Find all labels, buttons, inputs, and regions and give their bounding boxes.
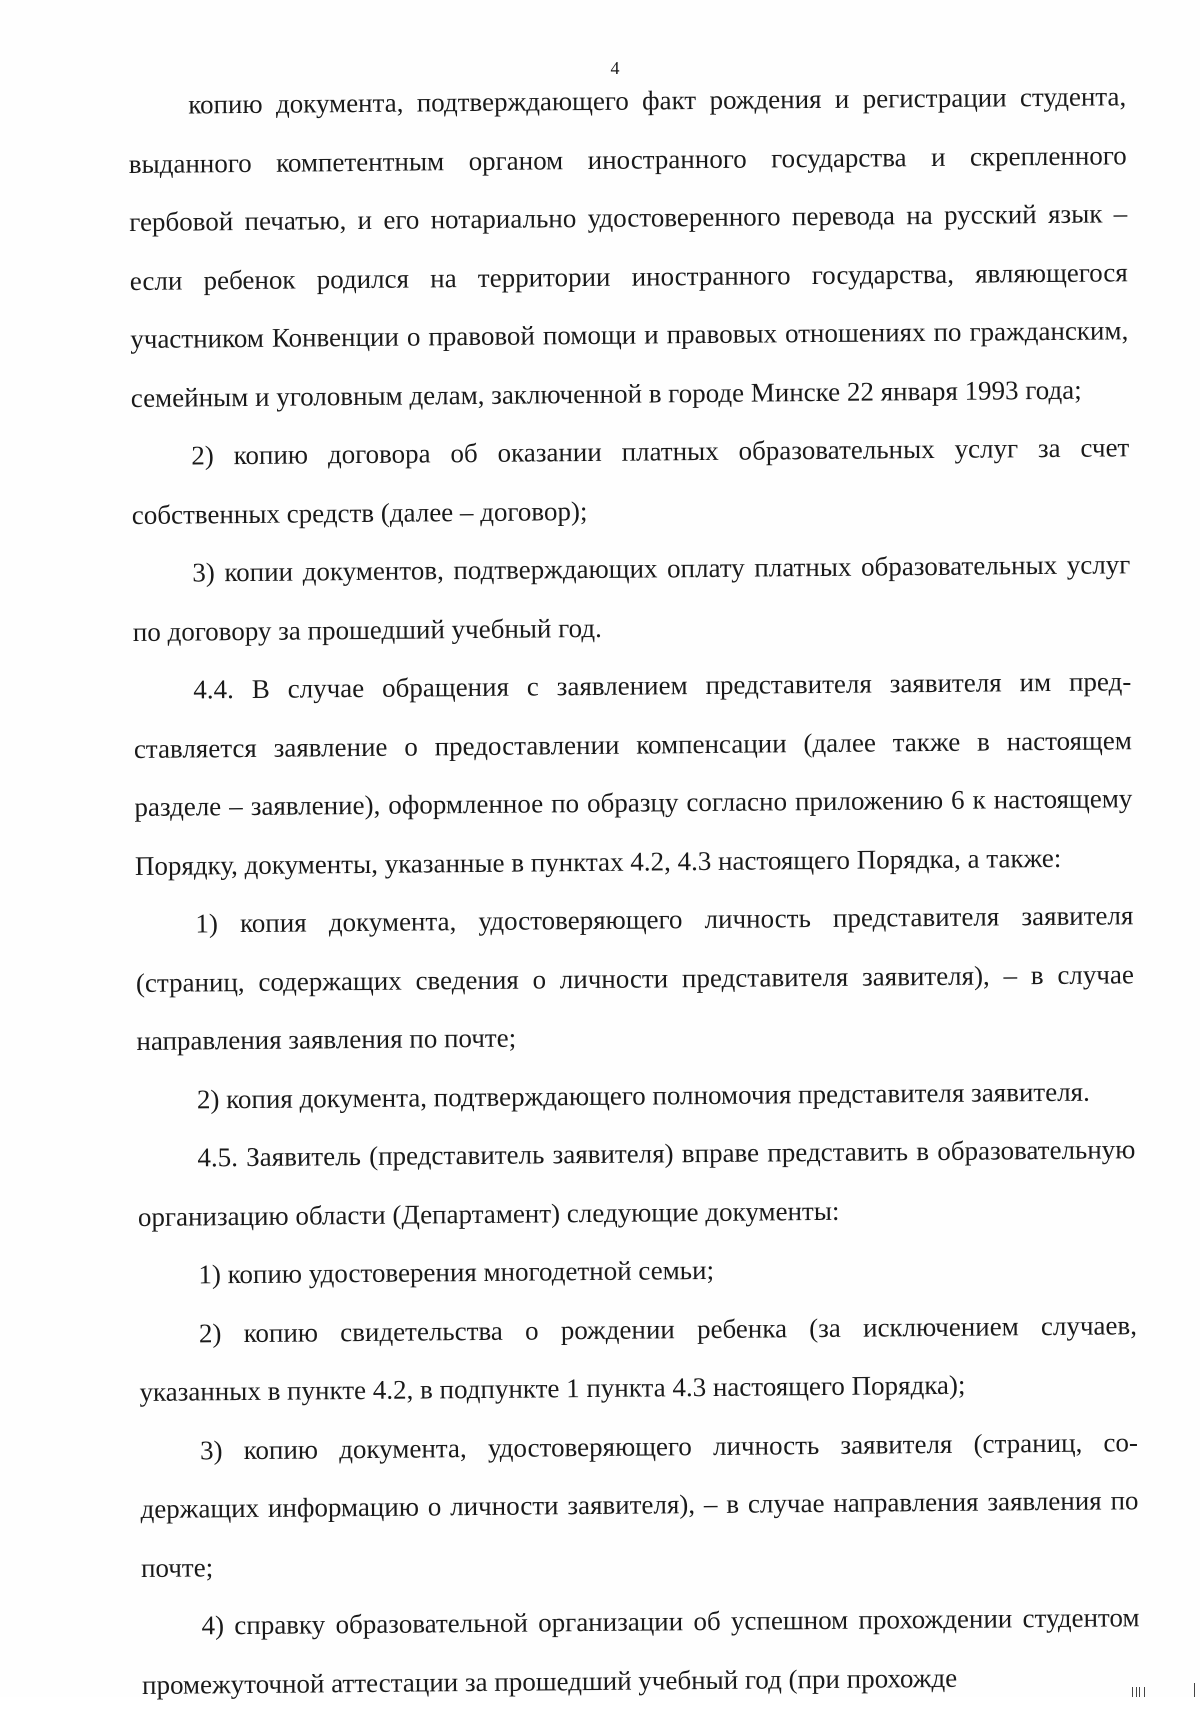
paragraph-academic-reference: 4) справку образовательной организации об успешном прохождении студентом промежуточной аттестации за прошедший учебный год (при прохожде	[141, 1602, 1140, 1700]
paragraph-applicant-id: 3) копию документа, удостоверяющего личность заявителя (страниц, содержащих информацию о личности заявителя), – в случае направления заявления по почте;	[140, 1426, 1139, 1583]
paragraph-birth-certificate: 2) копию свидетельства о рождении ребенка (за исключением случаев, указанных в пункте 4.2, в подпункте 1 пункта 4.3 настоящего Порядка);	[139, 1309, 1138, 1407]
scan-edge-marks	[1130, 1678, 1200, 1697]
paragraph-birth-document: копию документа, подтверждающего факт рождения и регистрации студента, выданного компетентным органом иностранного государства и скрепленного гербовой печатью, и его нотариально удостоверенного перевода на русский язык – если ребенок родился на территории иностранного государства, являющегося участником Конвенции о правовой помощи и правовых отношениях по гражданским, семейным и уголовным делам, заключенной в городе Минске 22 января 1993 года;	[128, 81, 1129, 413]
paragraph-contract-copy: 2) копию договора об оказании платных образовательных услуг за счет собственных средств (далее – договор);	[131, 432, 1130, 530]
paragraph-large-family-certificate: 1) копию удостоверения многодетной семьи;	[198, 1254, 715, 1290]
page-number: 4	[610, 58, 620, 78]
paragraph-representative-id: 1) копия документа, удостоверяющего личность представителя заявителя (страниц, содержащих сведения о личности представителя заявителя), – в случае направления заявления по почте;	[135, 900, 1135, 1056]
paragraph-section-4-4: 4.4. В случае обращения с заявлением представителя заявителя им представляется заявление о предоставлении компенсации (далее также в настоящем разделе – заявление), оформленное по образцу согласно приложению 6 к настоящему Порядку, документы, указанные в пунктах 4.2, 4.3 настоящего Порядка, а также:	[133, 666, 1133, 881]
paragraph-representative-authority: 2) копия документа, подтверждающего полномочия представителя заявителя.	[196, 1076, 1090, 1114]
paragraph-section-4-5: 4.5. Заявитель (представитель заявителя) вправе представить в образовательную организацию области (Департамент) следующие документы:	[137, 1134, 1136, 1232]
document-body	[128, 67, 1140, 1714]
paragraph-payment-documents: 3) копии документов, подтверждающих оплату платных образовательных услуг по договору за прошедший учебный год.	[132, 549, 1131, 647]
